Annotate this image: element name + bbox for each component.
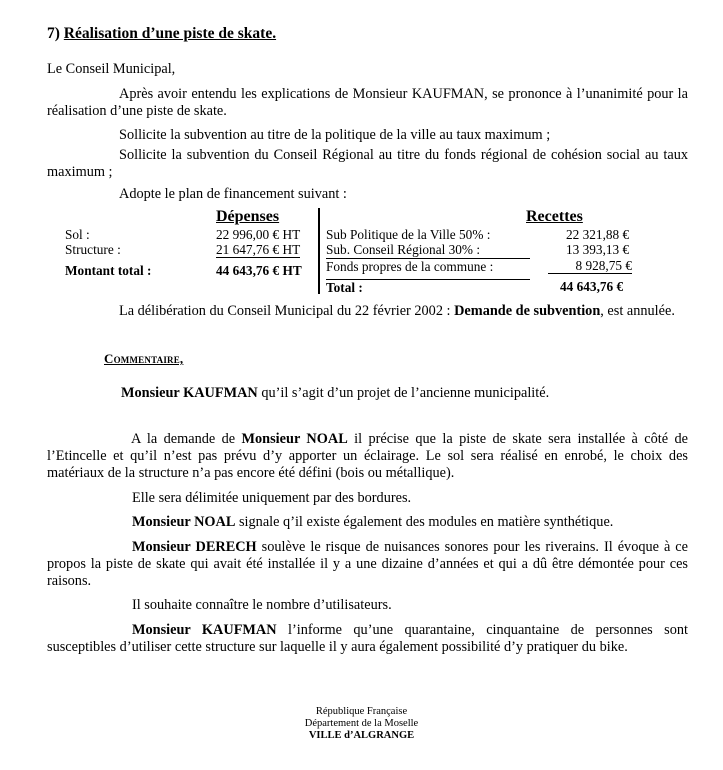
comment-4 <box>132 514 613 531</box>
comment-header: Commentaire, <box>104 351 184 366</box>
depenses-label: Sol : <box>65 227 90 242</box>
depenses-row <box>65 242 121 257</box>
depenses-total-label: Montant total : <box>65 263 152 278</box>
comment-7 <box>47 622 688 656</box>
depenses-label: Structure : <box>65 242 121 257</box>
comment-2 <box>47 431 688 482</box>
footer-line: VILLE d’ALGRANGE <box>308 730 415 741</box>
comment-5 <box>47 539 688 590</box>
speaker-name: Monsieur NOAL <box>132 514 236 530</box>
speaker-name: Monsieur KAUFMAN <box>121 385 258 401</box>
comment-text: il précise que la piste de skate sera installée à côté de l’Etincelle et qu’il n’est pas prévu d’y apporter un éclairage. Le sol sera réalisé en enrobé, le choix des matériaux de la structure n’a pas encore été défini (bois ou métallique). <box>47 431 688 481</box>
recettes-header: Recettes <box>526 208 583 225</box>
section-title-text: Réalisation d’une piste de skate. <box>63 25 277 42</box>
depenses-value: 22 996,00 € HT <box>216 227 301 242</box>
comment-1 <box>121 385 549 402</box>
comment-text: l’informe qu’une quarantaine, cinquantaine de personnes sont susceptibles d’utiliser cette structure sur laquelle il y aura également possibilité d’y pratiquer du bike. <box>47 622 688 655</box>
speaker-name: Monsieur NOAL <box>241 431 348 447</box>
recettes-label: Fonds propres de la commune : <box>326 258 530 274</box>
recettes-value: 8 928,75 € <box>548 258 632 274</box>
depenses-row <box>65 227 90 242</box>
recettes-value: 22 321,88 € <box>566 227 630 242</box>
comment-6: Il souhaite connaître le nombre d’utilisateurs. <box>132 597 392 613</box>
comment-3: Elle sera délimitée uniquement par des bordures. <box>132 490 412 506</box>
intro-text: Le Conseil Municipal, <box>47 61 176 77</box>
table-divider <box>318 208 320 294</box>
p5-text-a: La délibération du Conseil Municipal du 22 février 2002 : <box>119 303 451 319</box>
depenses-value: 21 647,76 € HT <box>216 242 301 257</box>
paragraph-2: Sollicite la subvention au titre de la politique de la ville au taux maximum ; <box>119 127 551 143</box>
recettes-label: Sub. Conseil Régional 30% : <box>326 242 481 257</box>
paragraph-4: Adopte le plan de financement suivant : <box>119 186 347 202</box>
comment-text: signale q’il existe également des modules en matière synthétique. <box>235 514 614 530</box>
comment-text: soulève le risque de nuisances sonores pour les riverains. Il évoque à ce propos la piste de skate qui avait été installée il y a une dizaine d’années et qui a dû être démontée pour ces raisons. <box>47 539 688 589</box>
p5-text-b: Demande de subvention <box>454 303 601 319</box>
section-number: 7) <box>47 25 60 42</box>
paragraph-5 <box>47 303 688 320</box>
depenses-total-value: 44 643,76 € HT <box>216 263 302 278</box>
speaker-name: Monsieur DERECH <box>132 539 257 555</box>
recettes-total-value: 44 643,76 € <box>560 279 624 294</box>
comment-text: A la demande de <box>131 431 242 447</box>
recettes-label: Sub Politique de la Ville 50% : <box>326 227 491 242</box>
speaker-name: Monsieur KAUFMAN <box>132 622 277 638</box>
section-title <box>47 25 276 42</box>
comment-text: qu’il s’agit d’un projet de l’ancienne municipalité. <box>257 385 550 401</box>
paragraph-3: Sollicite la subvention du Conseil Régional au titre du fonds régional de cohésion social au taux maximum ; <box>47 147 688 180</box>
recettes-total-label: Total : <box>326 279 530 295</box>
recettes-value: 13 393,13 € <box>566 242 630 257</box>
paragraph-1: Après avoir entendu les explications de Monsieur KAUFMAN, se prononce à l’unanimité pour la réalisation d’une piste de skate. <box>47 86 688 119</box>
footer-line: Département de la Moselle <box>304 718 419 729</box>
footer-line: République Française <box>315 706 408 717</box>
p5-text-c: , est annulée. <box>600 303 675 319</box>
depenses-header: Dépenses <box>216 208 280 225</box>
